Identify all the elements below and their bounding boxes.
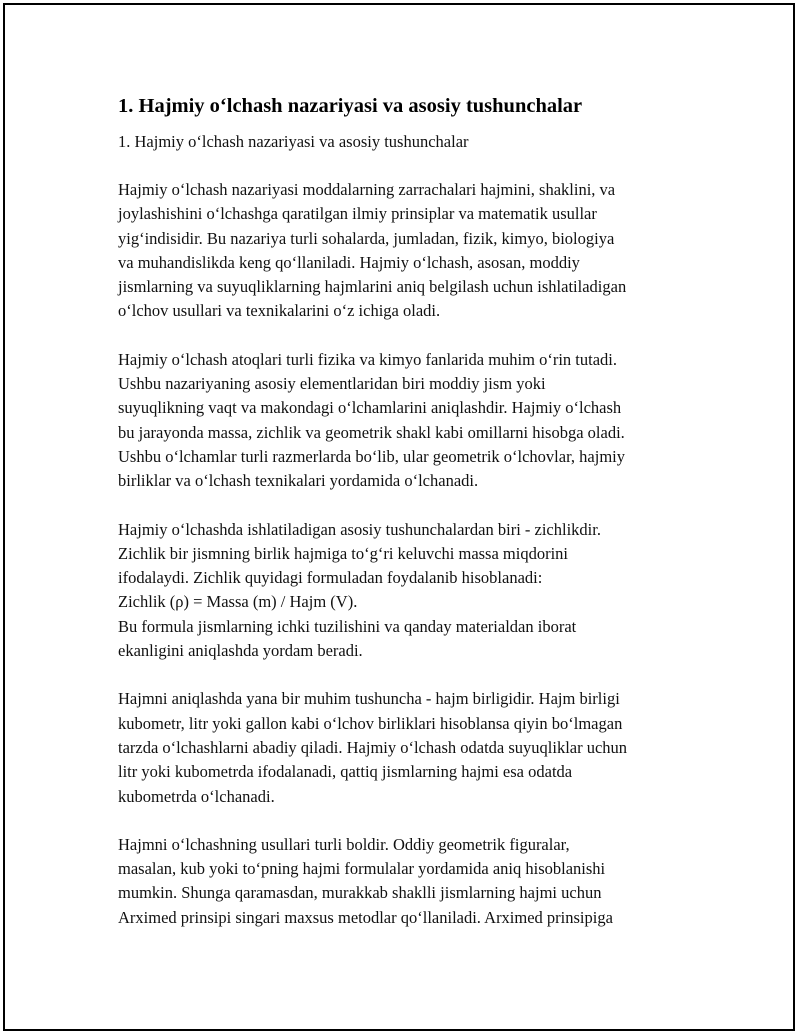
- text-line: Hajmni o‘lchashning usullari turli boldir. Oddiy geometrik figuralar,: [118, 834, 570, 854]
- paragraph-5: [118, 833, 698, 930]
- text-line: ifodalaydi. Zichlik quyidagi formuladan foydalanib hisoblanadi:: [118, 568, 543, 588]
- text-line: masalan, kub yoki to‘pning hajmi formulalar yordamida aniq hisoblanishi: [118, 859, 606, 879]
- text-line: Bu formula jismlarning ichki tuzilishini va qanday materialdan iborat: [118, 616, 577, 636]
- text-line: Ushbu o‘lchamlar turli razmerlarda bo‘lib, ular geometrik o‘lchovlar, hajmiy: [118, 446, 625, 466]
- text-line: mumkin. Shunga qaramasdan, murakkab shaklli jismlarning hajmi uchun: [118, 883, 602, 903]
- text-line: joylashishini o‘lchashga qaratilgan ilmiy prinsiplar va matematik usullar: [118, 204, 597, 224]
- section-subheading: 1. Hajmiy o‘lchash nazariyasi va asosiy tushunchalar: [118, 132, 469, 151]
- section-heading: 1. Hajmiy o‘lchash nazariyasi va asosiy tushunchalar: [118, 95, 583, 117]
- text-line: Hajmiy o‘lchash nazariyasi moddalarning zarrachalari hajmini, shaklini, va: [118, 180, 616, 199]
- document-body: [118, 92, 698, 954]
- text-line: kubometrda o‘lchanadi.: [118, 786, 275, 806]
- text-line: kubometr, litr yoki gallon kabi o‘lchov birliklari hisoblansa qiyin bo‘lmagan: [118, 713, 623, 733]
- text-line: bu jarayonda massa, zichlik va geometrik shakl kabi omillarni hisobga oladi.: [118, 422, 625, 442]
- formula-line: Zichlik (ρ) = Massa (m) / Hajm (V).: [118, 592, 358, 612]
- text-line: suyuqlikning vaqt va makondagi o‘lchamlarini aniqlashdir. Hajmiy o‘lchash: [118, 398, 622, 418]
- text-line: Hajmiy o‘lchashda ishlatiladigan asosiy tushunchalardan biri - zichlikdir.: [118, 519, 601, 539]
- text-line: tarzda o‘lchashlarni abadiy qiladi. Hajmiy o‘lchash odatda suyuqliklar uchun: [118, 737, 628, 757]
- text-line: Zichlik bir jismning birlik hajmiga to‘g‘ri keluvchi massa miqdorini: [118, 543, 569, 563]
- paragraph-1: [118, 178, 698, 324]
- text-line: Hajmiy o‘lchash atoqlari turli fizika va kimyo fanlarida muhim o‘rin tutadi.: [118, 349, 617, 369]
- text-line: yig‘indisidir. Bu nazariya turli sohalarda, jumladan, fizik, kimyo, biologiya: [118, 228, 615, 248]
- text-line: litr yoki kubometrda ifodalanadi, qattiq jismlarning hajmi esa odatda: [118, 762, 573, 782]
- text-line: o‘lchov usullari va texnikalarini o‘z ichiga oladi.: [118, 301, 441, 321]
- paragraph-2: [118, 348, 698, 494]
- text-line: Arximed prinsipi singari maxsus metodlar qo‘llaniladi. Arximed prinsipiga: [118, 907, 613, 927]
- paragraph-4: [118, 687, 698, 808]
- text-line: birliklar va o‘lchash texnikalari yordamida o‘lchanadi.: [118, 471, 479, 491]
- paragraph-3: [118, 518, 698, 664]
- text-line: jismlarning va suyuqliklarning hajmlarini aniq belgilash uchun ishlatiladigan: [118, 277, 627, 297]
- text-line: Ushbu nazariyaning asosiy elementlaridan biri moddiy jism yoki: [118, 374, 546, 394]
- text-line: Hajmni aniqlashda yana bir muhim tushuncha - hajm birligidir. Hajm birligi: [118, 689, 620, 709]
- text-line: va muhandislikda keng qo‘llaniladi. Hajmiy o‘lchash, asosan, moddiy: [118, 252, 580, 272]
- text-line: ekanligini aniqlashda yordam beradi.: [118, 641, 363, 661]
